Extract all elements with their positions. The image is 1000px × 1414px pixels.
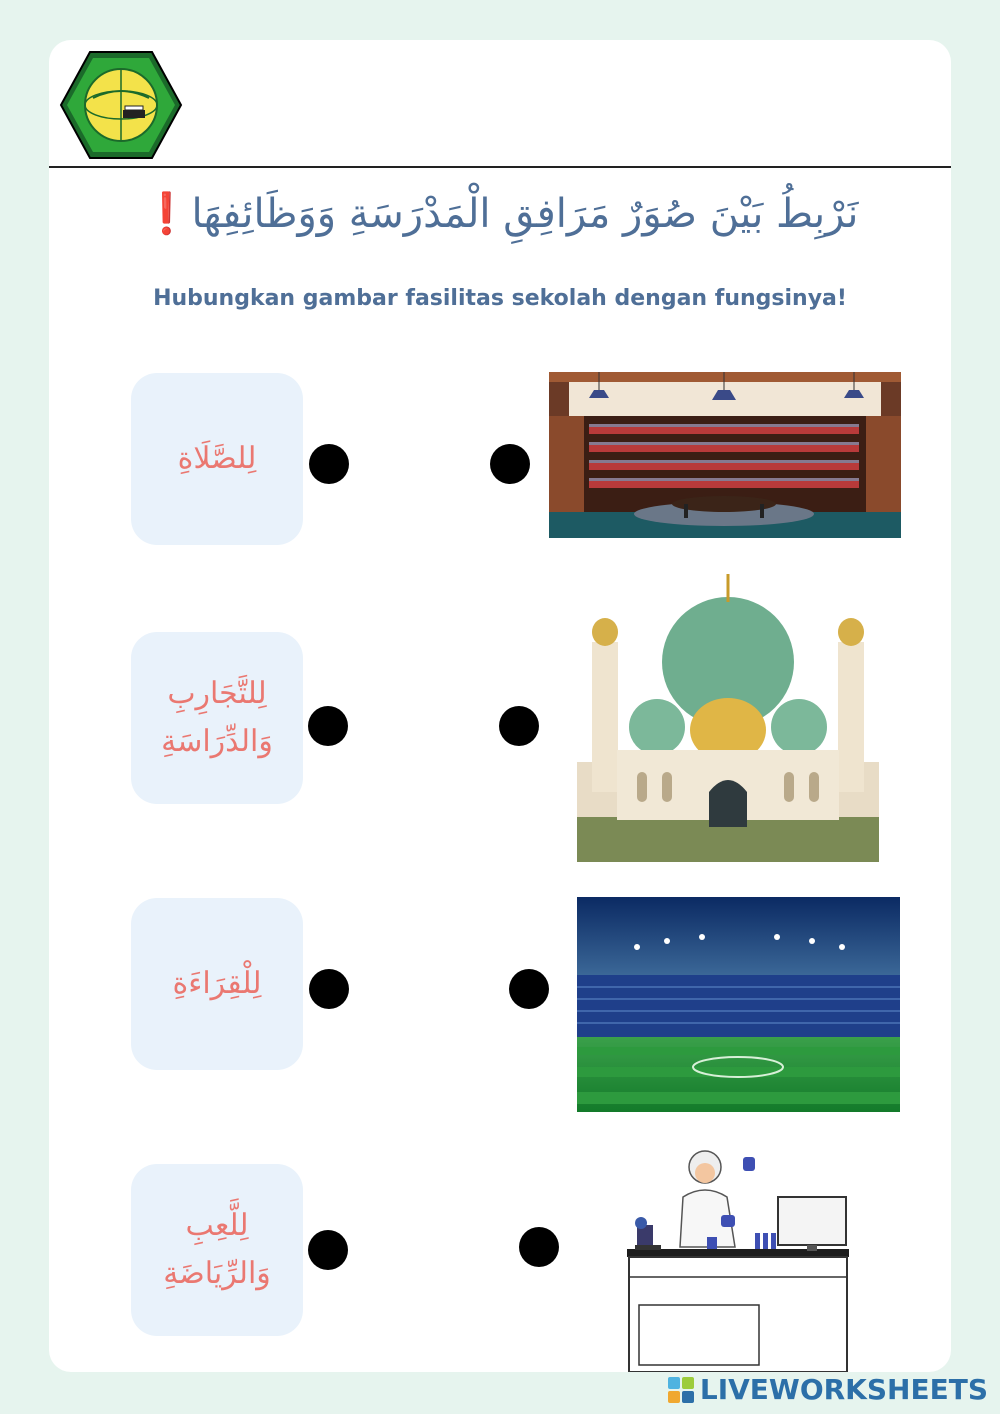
option-text: وَالرِّيَاضَةِ (163, 1256, 271, 1291)
match-dot-left-1[interactable] (309, 444, 349, 484)
option-text: لِلَّعِبِ (185, 1208, 249, 1243)
liveworksheets-brand (668, 1373, 988, 1406)
option-text: لِلصَّلَاةِ (177, 441, 257, 476)
option-text: لِلْقِرَاءَةِ (172, 966, 262, 1001)
match-dot-left-3[interactable] (309, 969, 349, 1009)
stadium-image (577, 897, 900, 1112)
option-text: لِلتَّجَارِبِ (167, 676, 267, 711)
school-logo (59, 50, 183, 160)
instruction-arabic: نَرْبِطُ بَيْنَ صُوَرٌ مَرَافِقِ الْمَدْرَسَةِ وَوَظَائِفِهَا❗ (141, 191, 859, 237)
instruction-indonesian: Hubungkan gambar fasilitas sekolah dengan fungsinya! (153, 286, 847, 311)
option-card-sports (131, 1164, 303, 1336)
mosque-image (577, 572, 879, 862)
match-dot-right-3[interactable] (509, 969, 549, 1009)
match-dot-right-4[interactable] (519, 1227, 559, 1267)
match-dot-left-4[interactable] (308, 1230, 348, 1270)
brand-text: LIVEWORKSHEETS (699, 1373, 988, 1406)
match-dot-left-2[interactable] (308, 706, 348, 746)
header-divider (49, 166, 951, 168)
option-card-prayer (131, 373, 303, 545)
option-card-reading (131, 898, 303, 1070)
worksheet-sheet (49, 40, 951, 1372)
laboratory-image (625, 1137, 855, 1372)
liveworksheets-logo-icon (668, 1377, 694, 1403)
option-card-experiments (131, 632, 303, 804)
option-text: وَالدِّرَاسَةِ (161, 724, 273, 759)
match-dot-right-1[interactable] (490, 444, 530, 484)
match-dot-right-2[interactable] (499, 706, 539, 746)
library-image (549, 372, 901, 538)
